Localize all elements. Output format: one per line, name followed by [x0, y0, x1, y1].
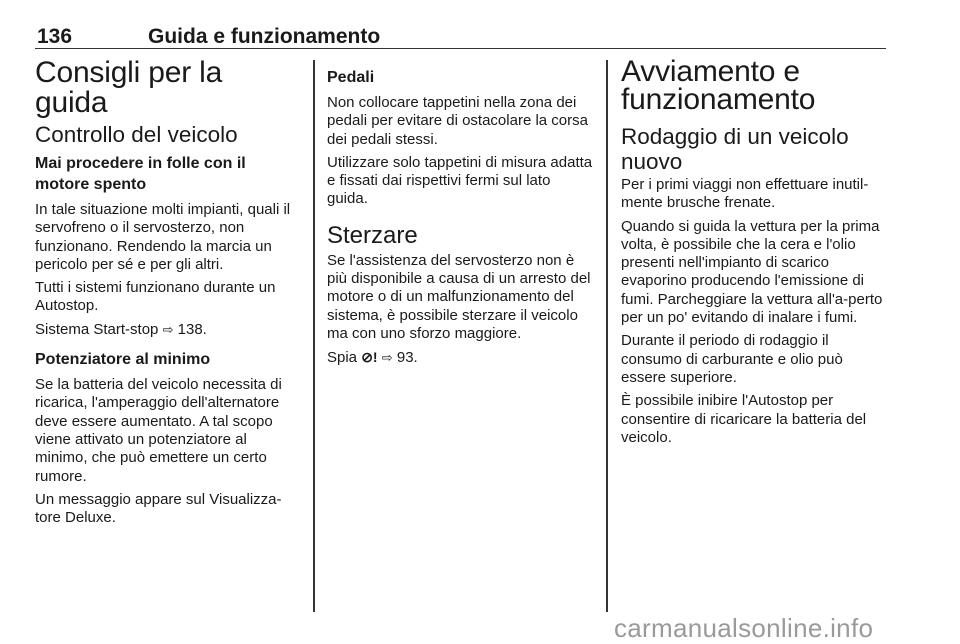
steering-warning-icon: ⊘!	[361, 349, 378, 366]
spia-page-ref[interactable]: 93.	[396, 349, 418, 367]
arrow-right-icon: ⇨	[381, 350, 393, 366]
paragraph-pedali-1: Non collocare tappetini nella zona dei pedali per evitare di ostacolare la corsa dei pedali stessi.	[327, 94, 588, 148]
page-number: 136	[37, 25, 73, 48]
paragraph-rodaggio-2: Quando si guida la vettura per la prima volta, è possibile che la cera e l'olio presenti nell'impianto di scarico evaporino producendo l'emissione di fumi. Parcheggiare la vettura all'a-perto per un po' evitando di inalare i fumi.	[621, 217, 883, 327]
heading-potenziatore: Potenziatore al minimo	[35, 351, 211, 369]
column-1	[35, 58, 300, 532]
heading-pedali: Pedali	[327, 69, 375, 86]
paragraph-folle-2: Tutti i sistemi funzionano durante un Autostop.	[35, 279, 276, 315]
paragraph-potenziatore-1: Se la batteria del veicolo necessita di ricarica, l'amperaggio dell'alternatore deve essere aumentato. A tal scopo viene attivato un potenziatore al minimo, che può emettere un certo rumore.	[35, 376, 282, 485]
paragraph-folle-1: In tale situazione molti impianti, quali il servofreno o il servosterzo, non funzionano. Rendendo la marcia un pericolo per sé e per gli altri.	[35, 201, 291, 273]
header-title: Guida e funzionamento	[148, 25, 381, 48]
column-2	[327, 58, 595, 373]
subsection-title-rodaggio: Rodaggio di un veicolo nuovo	[621, 124, 849, 174]
spia-text: Spia	[327, 349, 358, 367]
section-title-avviamento: Avviamento e funzionamento	[621, 55, 816, 116]
paragraph-pedali-2: Utilizzare solo tappetini di misura adatta e fissati dai rispettivi fermi sul lato guida.	[327, 153, 593, 208]
column-divider-1	[313, 60, 315, 612]
paragraph-spia-ref	[327, 348, 595, 367]
subsection-title-controllo: Controllo del veicolo	[35, 122, 238, 147]
section-title-sterzare: Sterzare	[327, 221, 418, 249]
paragraph-sterzare: Se l'assistenza del servosterzo non è più disponibile a causa di un arresto del motore o di un malfunzionamento del sistema, è possibile sterzare il veicolo ma con uno sforzo maggiore.	[327, 251, 591, 342]
startstop-text: Sistema Start-stop	[35, 320, 159, 338]
startstop-page-ref[interactable]: 138.	[177, 320, 207, 338]
column-divider-2	[606, 60, 608, 612]
paragraph-rodaggio-4: È possibile inibire l'Autostop per consentire di ricaricare la batteria del veicolo.	[621, 392, 867, 446]
paragraph-rodaggio-3: Durante il periodo di rodaggio il consumo di carburante e olio può essere superiore.	[621, 332, 843, 386]
heading-folle: Mai procedere in folle con il motore spento	[35, 155, 246, 193]
paragraph-rodaggio-1: Per i primi viaggi non effettuare inutil-mente brusche frenate.	[621, 176, 869, 212]
paragraph-potenziatore-2: Un messaggio appare sul Visualizza-tore Deluxe.	[35, 490, 282, 527]
paragraph-startstop-ref	[35, 321, 300, 339]
arrow-right-icon: ⇨	[162, 321, 174, 337]
watermark: carmanualsonline.info	[614, 613, 874, 643]
section-title-consigli: Consigli per la guida	[35, 56, 223, 119]
page-header	[35, 22, 886, 49]
column-3	[621, 55, 889, 452]
